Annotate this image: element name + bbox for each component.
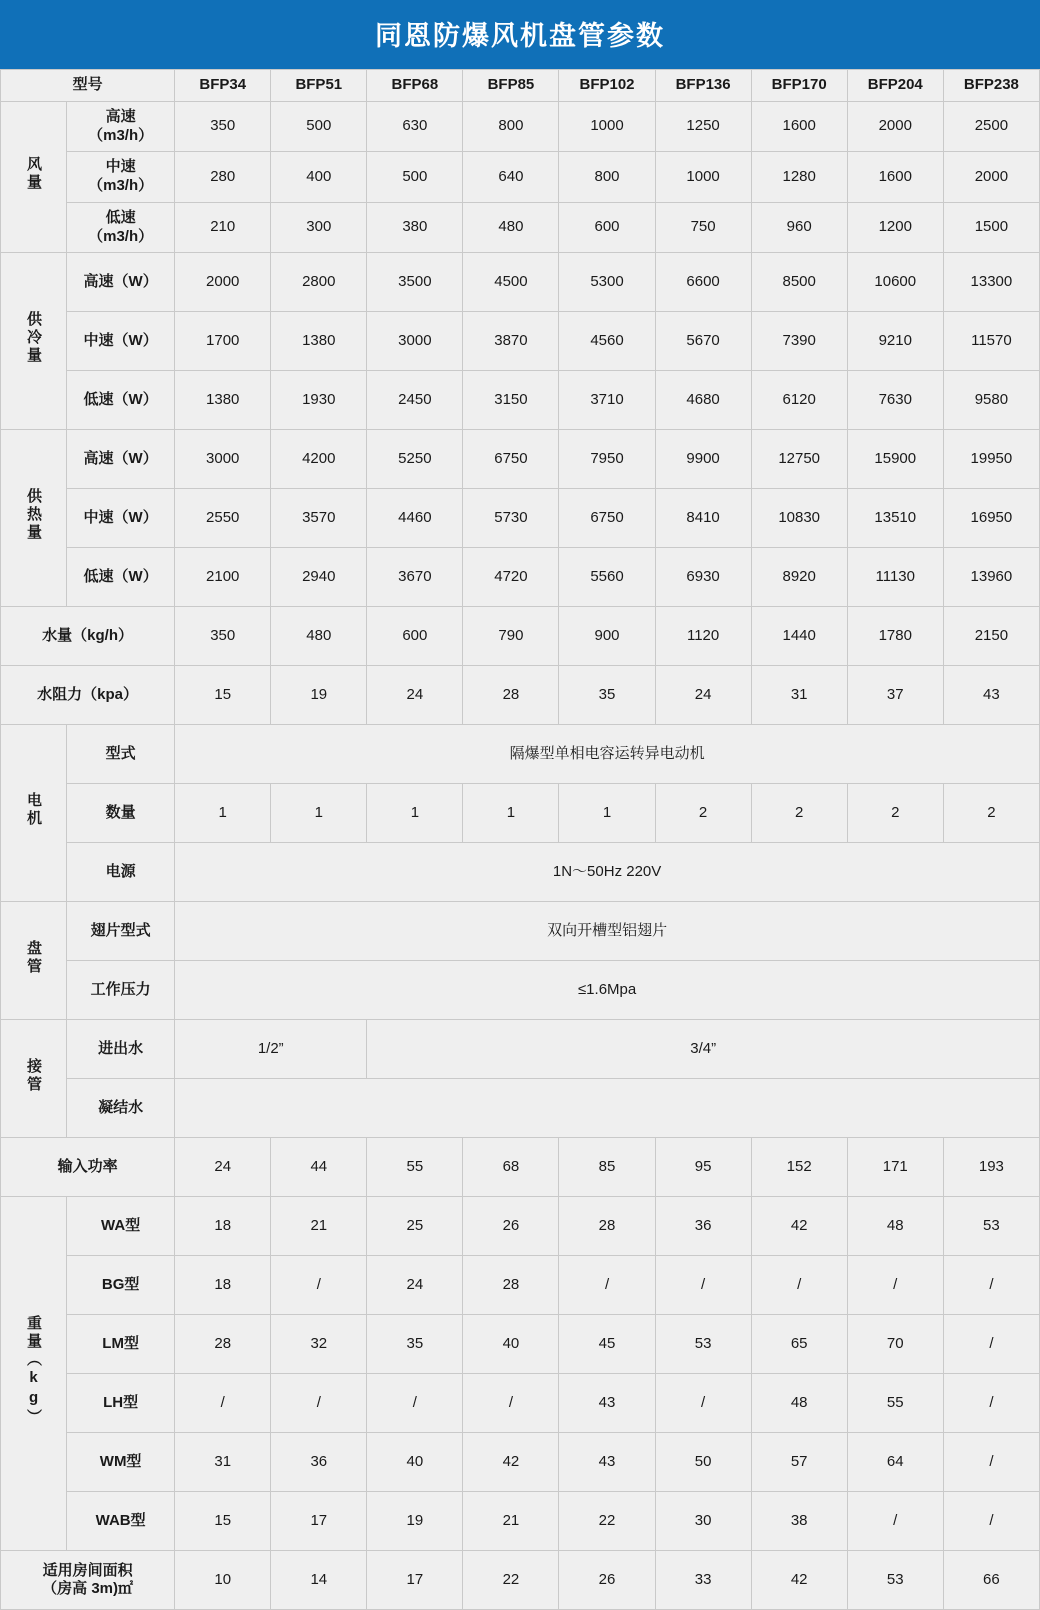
- cell: 31: [175, 1433, 271, 1492]
- cell: 1: [175, 784, 271, 843]
- cell: /: [175, 1374, 271, 1433]
- cell: 40: [367, 1433, 463, 1492]
- group-label-pipe: 接管: [1, 1020, 67, 1138]
- cell: /: [847, 1256, 943, 1315]
- row-label-motor-type: 型式: [67, 725, 175, 784]
- cell: 2500: [943, 101, 1039, 152]
- model-header-4: BFP102: [559, 70, 655, 102]
- group-label-coil: 盘管: [1, 902, 67, 1020]
- working-pressure-value: ≤1.6Mpa: [175, 961, 1040, 1020]
- cell: 4560: [559, 312, 655, 371]
- cell: 1280: [751, 152, 847, 203]
- row-label-motor-qty: 数量: [67, 784, 175, 843]
- cell: 30: [655, 1492, 751, 1551]
- cell: 7390: [751, 312, 847, 371]
- cell: 9210: [847, 312, 943, 371]
- model-header-1: BFP51: [271, 70, 367, 102]
- table-row: [1, 253, 1040, 312]
- specification-table: [0, 69, 1040, 1610]
- cell: 43: [559, 1374, 655, 1433]
- cell: 193: [943, 1138, 1039, 1197]
- cell: 7950: [559, 430, 655, 489]
- row-label-heating-mid: 中速（W）: [67, 489, 175, 548]
- cell: 600: [367, 607, 463, 666]
- row-label-weight-lm: LM型: [67, 1315, 175, 1374]
- cell: 26: [463, 1197, 559, 1256]
- cell: 64: [847, 1433, 943, 1492]
- cell: 3570: [271, 489, 367, 548]
- row-label-airflow-low: 低速 （m3/h）: [67, 202, 175, 253]
- cell: 65: [751, 1315, 847, 1374]
- cell: 53: [847, 1551, 943, 1610]
- cell: 50: [655, 1433, 751, 1492]
- cell: 3670: [367, 548, 463, 607]
- table-row: [1, 607, 1040, 666]
- cell: 70: [847, 1315, 943, 1374]
- model-header-8: BFP238: [943, 70, 1039, 102]
- table-row: [1, 1433, 1040, 1492]
- cell: 2: [847, 784, 943, 843]
- cell: 8410: [655, 489, 751, 548]
- cell: 32: [271, 1315, 367, 1374]
- cell: 1250: [655, 101, 751, 152]
- table-row: [1, 1197, 1040, 1256]
- cell: 3000: [175, 430, 271, 489]
- cell: 57: [751, 1433, 847, 1492]
- model-header-3: BFP85: [463, 70, 559, 102]
- cell: 66: [943, 1551, 1039, 1610]
- cell: 53: [943, 1197, 1039, 1256]
- cell: 14: [271, 1551, 367, 1610]
- row-label-input-power: 输入功率: [1, 1138, 175, 1197]
- cell: 790: [463, 607, 559, 666]
- group-label-cooling: 供冷量: [1, 253, 67, 430]
- cell: 210: [175, 202, 271, 253]
- cell: 19: [367, 1492, 463, 1551]
- cell: 1120: [655, 607, 751, 666]
- cell: 1600: [847, 152, 943, 203]
- cell: 15: [175, 666, 271, 725]
- cell: 300: [271, 202, 367, 253]
- cell: 15: [175, 1492, 271, 1551]
- cell: 960: [751, 202, 847, 253]
- cell: 35: [367, 1315, 463, 1374]
- cell: 17: [367, 1551, 463, 1610]
- cell: 350: [175, 101, 271, 152]
- cell: 28: [175, 1315, 271, 1374]
- cell: /: [655, 1256, 751, 1315]
- cell: 8920: [751, 548, 847, 607]
- cell: 24: [367, 666, 463, 725]
- cell: 11130: [847, 548, 943, 607]
- table-row: [1, 312, 1040, 371]
- cell: 1: [271, 784, 367, 843]
- row-label-airflow-mid: 中速 （m3/h）: [67, 152, 175, 203]
- cell: 1: [367, 784, 463, 843]
- row-label-fin-type: 翅片型式: [67, 902, 175, 961]
- cell: 38: [751, 1492, 847, 1551]
- row-label-heating-low: 低速（W）: [67, 548, 175, 607]
- model-header-7: BFP204: [847, 70, 943, 102]
- cell: 45: [559, 1315, 655, 1374]
- cell: 4200: [271, 430, 367, 489]
- cell: 5730: [463, 489, 559, 548]
- row-label-weight-wab: WAB型: [67, 1492, 175, 1551]
- table-row: [1, 725, 1040, 784]
- cell: 53: [655, 1315, 751, 1374]
- cell: 5250: [367, 430, 463, 489]
- cell: 21: [271, 1197, 367, 1256]
- cell: 48: [751, 1374, 847, 1433]
- cell: 1930: [271, 371, 367, 430]
- group-label-heating: 供热量: [1, 430, 67, 607]
- fin-type-value: 双向开槽型铝翅片: [175, 902, 1040, 961]
- table-row: [1, 489, 1040, 548]
- cell: 380: [367, 202, 463, 253]
- row-label-weight-wa: WA型: [67, 1197, 175, 1256]
- cell: 10830: [751, 489, 847, 548]
- table-row: [1, 152, 1040, 203]
- cell: 2000: [943, 152, 1039, 203]
- cell: 3870: [463, 312, 559, 371]
- cell: 6750: [463, 430, 559, 489]
- cell: 16950: [943, 489, 1039, 548]
- table-row: [1, 961, 1040, 1020]
- cell: 1: [463, 784, 559, 843]
- cell: 2: [751, 784, 847, 843]
- cell: 10600: [847, 253, 943, 312]
- cell: /: [271, 1374, 367, 1433]
- cell: 2150: [943, 607, 1039, 666]
- cell: /: [943, 1315, 1039, 1374]
- cell: 24: [367, 1256, 463, 1315]
- cell: 1000: [655, 152, 751, 203]
- row-label-weight-bg: BG型: [67, 1256, 175, 1315]
- cell: 1380: [175, 371, 271, 430]
- cell: 400: [271, 152, 367, 203]
- cell: 2940: [271, 548, 367, 607]
- cell: 3500: [367, 253, 463, 312]
- cell: 42: [751, 1551, 847, 1610]
- cell: 18: [175, 1197, 271, 1256]
- cell: 18: [175, 1256, 271, 1315]
- row-label-cooling-low: 低速（W）: [67, 371, 175, 430]
- cell: 640: [463, 152, 559, 203]
- cell: /: [943, 1492, 1039, 1551]
- row-label-heating-high: 高速（W）: [67, 430, 175, 489]
- row-label-airflow-high: 高速 （m3/h）: [67, 101, 175, 152]
- cell: 3000: [367, 312, 463, 371]
- cell: 2800: [271, 253, 367, 312]
- cell: 10: [175, 1551, 271, 1610]
- cell: 9580: [943, 371, 1039, 430]
- cell: 6750: [559, 489, 655, 548]
- model-header-6: BFP170: [751, 70, 847, 102]
- model-label: 型号: [1, 70, 175, 102]
- cell: 5560: [559, 548, 655, 607]
- motor-power-value: 1N～50Hz 220V: [175, 843, 1040, 902]
- cell: 28: [463, 666, 559, 725]
- cell: 7630: [847, 371, 943, 430]
- cell: 4680: [655, 371, 751, 430]
- cell: 5300: [559, 253, 655, 312]
- cell: 9900: [655, 430, 751, 489]
- cell: 1440: [751, 607, 847, 666]
- cell: 1200: [847, 202, 943, 253]
- table-row: [1, 1374, 1040, 1433]
- cell: 13960: [943, 548, 1039, 607]
- cell: 480: [271, 607, 367, 666]
- table-row: [1, 548, 1040, 607]
- row-label-cooling-mid: 中速（W）: [67, 312, 175, 371]
- cell: 2000: [847, 101, 943, 152]
- table-row: [1, 843, 1040, 902]
- cell: 1780: [847, 607, 943, 666]
- table-row: [1, 1138, 1040, 1197]
- cell: 2550: [175, 489, 271, 548]
- table-row: [1, 1315, 1040, 1374]
- cell: 36: [271, 1433, 367, 1492]
- cell: 95: [655, 1138, 751, 1197]
- cell: 1380: [271, 312, 367, 371]
- cell: 48: [847, 1197, 943, 1256]
- cell: 2100: [175, 548, 271, 607]
- cell: 1: [559, 784, 655, 843]
- cell: 22: [559, 1492, 655, 1551]
- table-row: [1, 1256, 1040, 1315]
- cell: 31: [751, 666, 847, 725]
- page-title: 同恩防爆风机盘管参数: [0, 0, 1040, 69]
- cell: 17: [271, 1492, 367, 1551]
- group-label-motor: 电机: [1, 725, 67, 902]
- cell: 24: [655, 666, 751, 725]
- cell: 1600: [751, 101, 847, 152]
- motor-type-value: 隔爆型单相电容运转异电动机: [175, 725, 1040, 784]
- cell: 2: [943, 784, 1039, 843]
- cell: 85: [559, 1138, 655, 1197]
- cell: 55: [367, 1138, 463, 1197]
- table-row: [1, 1492, 1040, 1551]
- table-row: [1, 101, 1040, 152]
- cell: 19950: [943, 430, 1039, 489]
- inout-water-value-left: 1/2”: [175, 1020, 367, 1079]
- table-row: [1, 1020, 1040, 1079]
- cell: 500: [271, 101, 367, 152]
- cell: 630: [367, 101, 463, 152]
- cell: 2: [655, 784, 751, 843]
- cell: 4460: [367, 489, 463, 548]
- row-label-weight-wm: WM型: [67, 1433, 175, 1492]
- cell: 480: [463, 202, 559, 253]
- row-label-weight-lh: LH型: [67, 1374, 175, 1433]
- model-header-5: BFP136: [655, 70, 751, 102]
- cell: 1000: [559, 101, 655, 152]
- table-header-row: [1, 70, 1040, 102]
- cell: /: [847, 1492, 943, 1551]
- cell: /: [943, 1374, 1039, 1433]
- cell: /: [943, 1433, 1039, 1492]
- cell: 4500: [463, 253, 559, 312]
- cell: 1700: [175, 312, 271, 371]
- cell: 42: [751, 1197, 847, 1256]
- group-label-airflow: 风量: [1, 101, 67, 253]
- cell: 12750: [751, 430, 847, 489]
- cell: 13300: [943, 253, 1039, 312]
- cell: 28: [559, 1197, 655, 1256]
- cell: 800: [463, 101, 559, 152]
- table-row: [1, 430, 1040, 489]
- cell: 21: [463, 1492, 559, 1551]
- cell: /: [655, 1374, 751, 1433]
- cell: 37: [847, 666, 943, 725]
- cell: 800: [559, 152, 655, 203]
- table-row: [1, 202, 1040, 253]
- model-header-0: BFP34: [175, 70, 271, 102]
- cell: 13510: [847, 489, 943, 548]
- group-label-weight: 重量（kg）: [1, 1197, 67, 1551]
- cell: 4720: [463, 548, 559, 607]
- cell: /: [751, 1256, 847, 1315]
- cell: 44: [271, 1138, 367, 1197]
- cell: 43: [943, 666, 1039, 725]
- cell: 68: [463, 1138, 559, 1197]
- table-row: [1, 902, 1040, 961]
- table-row: [1, 784, 1040, 843]
- cell: 55: [847, 1374, 943, 1433]
- cell: 22: [463, 1551, 559, 1610]
- cell: 900: [559, 607, 655, 666]
- row-label-inout-water: 进出水: [67, 1020, 175, 1079]
- cell: 3150: [463, 371, 559, 430]
- cell: 40: [463, 1315, 559, 1374]
- cell: /: [367, 1374, 463, 1433]
- cell: 1500: [943, 202, 1039, 253]
- cell: 2450: [367, 371, 463, 430]
- cell: 15900: [847, 430, 943, 489]
- condensate-value: [175, 1079, 1040, 1138]
- cell: 600: [559, 202, 655, 253]
- table-row: [1, 1079, 1040, 1138]
- row-label-motor-power: 电源: [67, 843, 175, 902]
- cell: 280: [175, 152, 271, 203]
- table-row: [1, 371, 1040, 430]
- cell: 11570: [943, 312, 1039, 371]
- cell: 25: [367, 1197, 463, 1256]
- table-row: [1, 666, 1040, 725]
- row-label-cooling-high: 高速（W）: [67, 253, 175, 312]
- cell: 33: [655, 1551, 751, 1610]
- row-label-room-area: 适用房间面积 （房高 3m)㎡: [1, 1551, 175, 1610]
- row-label-water-resistance: 水阻力（kpa）: [1, 666, 175, 725]
- cell: 35: [559, 666, 655, 725]
- cell: /: [463, 1374, 559, 1433]
- row-label-condensate: 凝结水: [67, 1079, 175, 1138]
- cell: 19: [271, 666, 367, 725]
- cell: 43: [559, 1433, 655, 1492]
- cell: 26: [559, 1551, 655, 1610]
- cell: 152: [751, 1138, 847, 1197]
- cell: 24: [175, 1138, 271, 1197]
- cell: 36: [655, 1197, 751, 1256]
- cell: 350: [175, 607, 271, 666]
- row-label-working-pressure: 工作压力: [67, 961, 175, 1020]
- cell: 8500: [751, 253, 847, 312]
- cell: 28: [463, 1256, 559, 1315]
- cell: /: [559, 1256, 655, 1315]
- cell: 6120: [751, 371, 847, 430]
- cell: 500: [367, 152, 463, 203]
- cell: 3710: [559, 371, 655, 430]
- cell: /: [943, 1256, 1039, 1315]
- model-header-2: BFP68: [367, 70, 463, 102]
- cell: 42: [463, 1433, 559, 1492]
- cell: /: [271, 1256, 367, 1315]
- cell: 2000: [175, 253, 271, 312]
- cell: 171: [847, 1138, 943, 1197]
- cell: 750: [655, 202, 751, 253]
- row-label-water-flow: 水量（kg/h）: [1, 607, 175, 666]
- cell: 6930: [655, 548, 751, 607]
- cell: 6600: [655, 253, 751, 312]
- inout-water-value-right: 3/4”: [367, 1020, 1040, 1079]
- table-row: [1, 1551, 1040, 1610]
- cell: 5670: [655, 312, 751, 371]
